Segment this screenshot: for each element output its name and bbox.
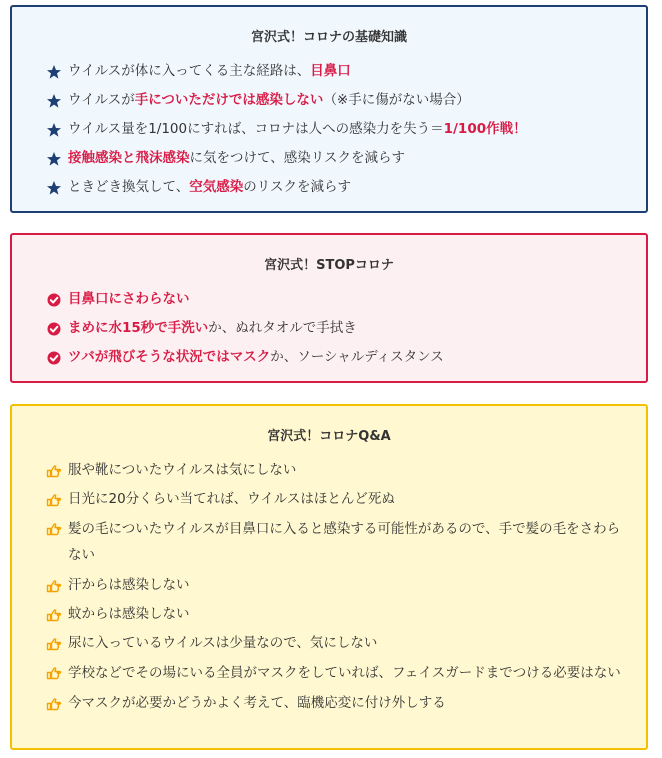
list-item: 学校などでその場にいる全員がマスクをしていれば、フェイスガードまでつける必要はない <box>46 658 632 689</box>
basics-title: 宮沢式！コロナの基礎知識 <box>250 30 407 45</box>
list-item: 服や靴についたウイルスは気にしない <box>46 456 632 485</box>
hand-pointing-right-icon <box>46 696 62 712</box>
list-item: 接触感染と飛沫感染に気をつけて、感染リスクを減らす <box>46 144 632 173</box>
list-item: ウイルス量を1/100にすれば、コロナは人への感染力を失う＝1/100作戦！ <box>46 115 632 144</box>
list-item: 汗からは感染しない <box>46 571 632 600</box>
list-item: 髪の毛についたウイルスが目鼻口に入ると感染する可能性があるので、手で髪の毛をさわらない <box>46 514 632 571</box>
list-item: 今マスクが必要かどうかよく考えて、臨機応変に付け外しする <box>46 689 632 718</box>
stop-corona-title: 宮沢式！STOPコロナ <box>264 258 394 273</box>
star-icon <box>46 64 62 80</box>
list-item: ツバが飛びそうな状況ではマスクか、ソーシャルディスタンス <box>46 343 632 372</box>
list-item: まめに水15秒で手洗いか、ぬれタオルで手拭き <box>46 314 632 343</box>
star-icon <box>46 93 62 109</box>
list-item: ウイルスが手についただけでは感染しない（※手に傷がない場合） <box>46 86 632 115</box>
star-icon <box>46 151 62 167</box>
hand-pointing-right-icon <box>46 492 62 508</box>
check-circle-icon <box>46 350 62 366</box>
list-item: 蚊からは感染しない <box>46 600 632 629</box>
hand-pointing-right-icon <box>46 607 62 623</box>
list-item: 目鼻口にさわらない <box>46 285 632 314</box>
qa-box <box>10 404 648 750</box>
check-circle-icon <box>46 321 62 337</box>
hand-pointing-right-icon <box>46 521 62 537</box>
basics-box <box>10 5 648 213</box>
list-item: 尿に入っているウイルスは少量なので、気にしない <box>46 629 632 658</box>
star-icon <box>46 180 62 196</box>
hand-pointing-right-icon <box>46 463 62 479</box>
list-item: ウイルスが体に入ってくる主な経路は、目鼻口 <box>46 57 632 86</box>
list-item: 日光に20分くらい当てれば、ウイルスはほとんど死ぬ <box>46 485 632 514</box>
hand-pointing-right-icon <box>46 578 62 594</box>
list-item: ときどき換気して、空気感染のリスクを減らす <box>46 173 632 202</box>
hand-pointing-right-icon <box>46 636 62 652</box>
hand-pointing-right-icon <box>46 665 62 681</box>
stop-corona-box <box>10 233 648 383</box>
qa-title: 宮沢式！コロナQ&A <box>267 429 391 444</box>
star-icon <box>46 122 62 138</box>
check-circle-icon <box>46 292 62 308</box>
